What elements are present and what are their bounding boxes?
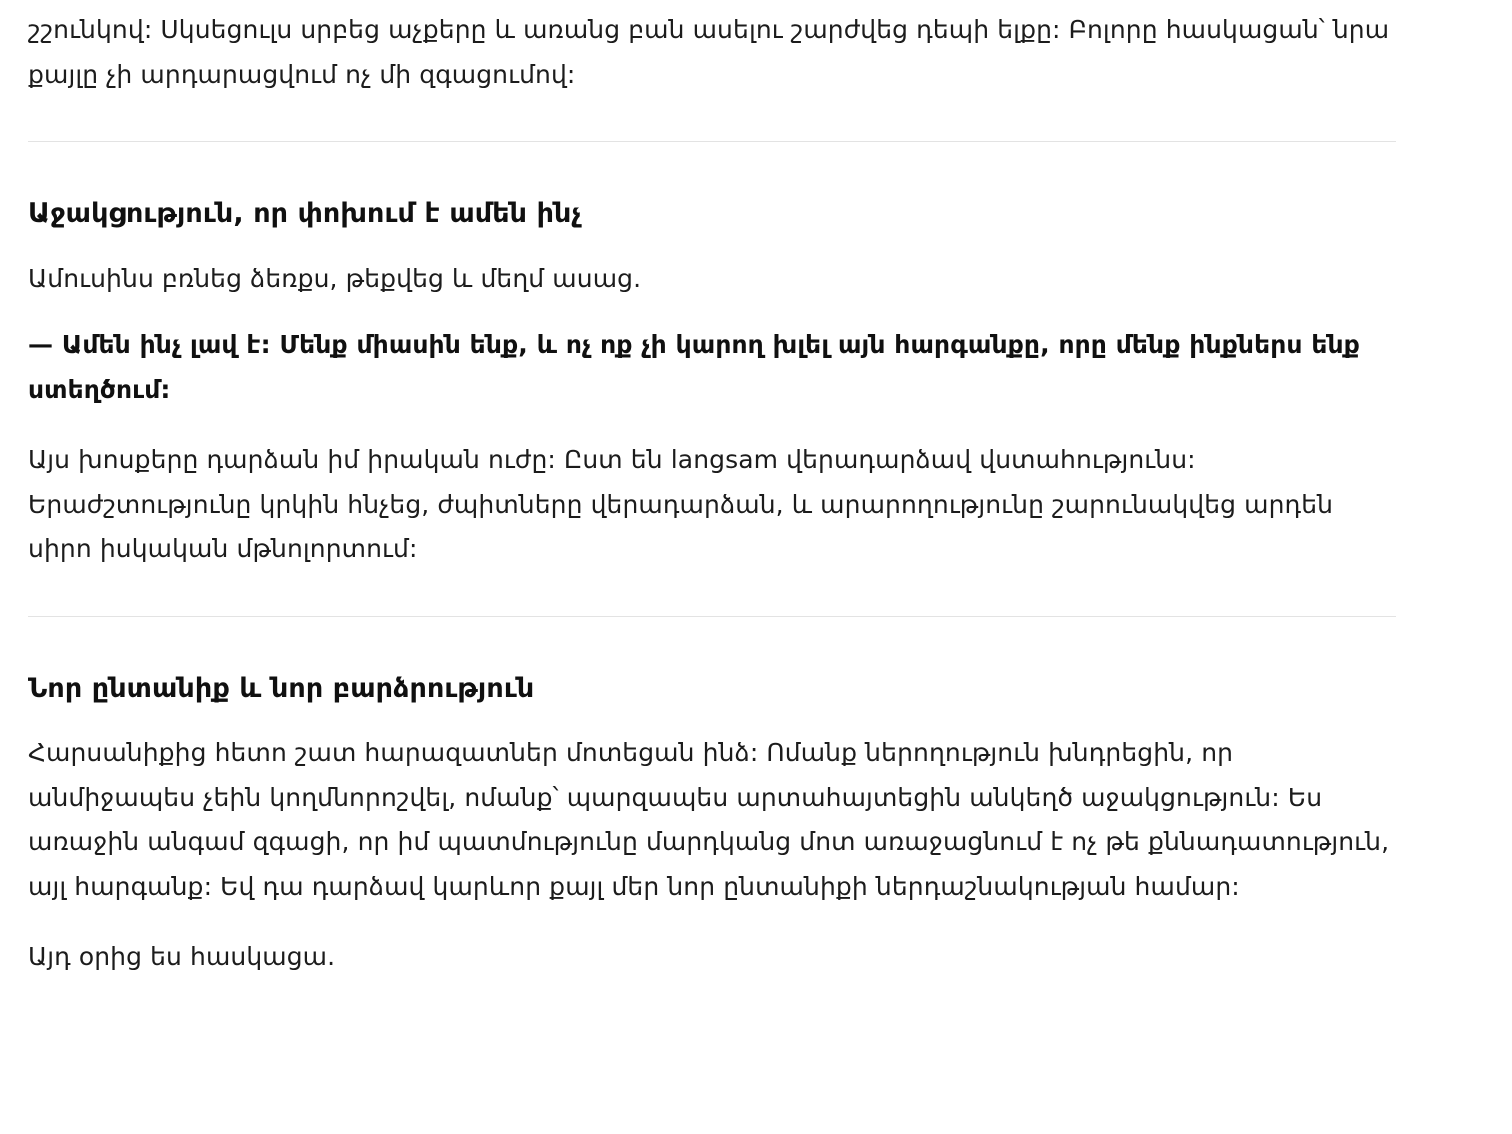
paragraph-relatives: Հարսանիքից հետո շատ հարազատներ մոտեցան ինձ: Ոմանք ներողություն խնդրեցին, որ անմիջապես չեին կողմնորոշվել, ոմանք՝ պարզապես արտահայտեցին անկեղծ աջակցություն: Ես առաջին անգամ զգացի, որ իմ պատմությունը մարդկանց մոտ առաջացնում է ոչ թե քննադատություն, այլ հարգանք: Եվ դա դարձավ կարևոր քայլ մեր նոր ընտանիքի ներդաշնակության համար: [28, 738, 1390, 901]
section-divider [28, 616, 1396, 617]
paragraph-strength: Այս խոսքերը դարձան իմ իրական ուժը: Ըստ են langsam վերադարձավ վստահությունս: Երաժշտությունը կրկին հնչեց, ժպիտները վերադարձան, և արարողությունը շարունակվեց արդեն սիրո իսկական մթնոլորտում: [28, 445, 1334, 563]
paragraph-intro: շշունկով: Սկսեցուլս սրբեց աչքերը և առանց բան ասելու շարժվեց դեպի ելքը: Բոլորը հասկացան՝ նրա քայլը չի արդարացվում ոչ մի զգացումով: [28, 15, 1390, 89]
section-title-new-family: Նոր ընտանիք և նոր բարձրություն [28, 672, 535, 704]
paragraph-husband: Ամուսինս բռնեց ձեռքս, թեքվեց և մեղմ ասաց. [28, 263, 642, 293]
paragraph-quote: — Ամեն ինչ լավ է: Մենք միասին ենք, և ոչ ոք չի կարող խլել այն հարգանքը, որը մենք ինքներս ենք ստեղծում: [28, 330, 1360, 404]
section-support [28, 194, 1396, 572]
paragraph-closing: Այդ օրից ես հասկացա. [28, 942, 336, 971]
section-title-support: Աջակցություն, որ փոխում է ամեն ինչ [28, 198, 582, 229]
section-divider [28, 141, 1396, 142]
section-new-family [28, 669, 1396, 980]
